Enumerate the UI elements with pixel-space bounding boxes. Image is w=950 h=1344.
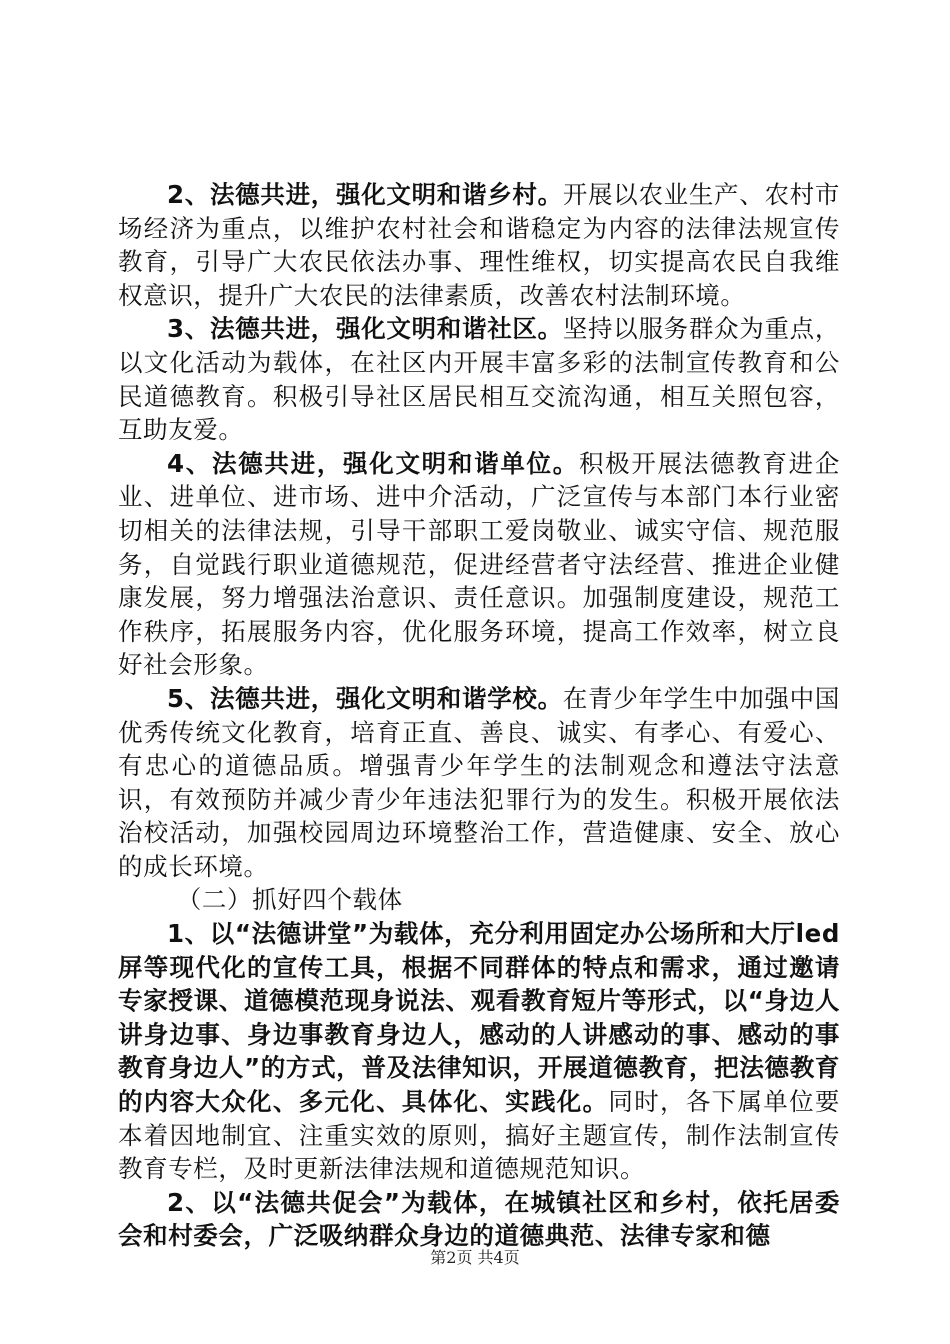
page-footer: 第2页 共4页 — [430, 1248, 520, 1267]
paragraph-lead: 1、以“法德讲堂”为载体，充分利用固定办公场所和大厅led屏等现代化的宣传工具，根据不同群体的特点和需求，通过邀请专家授课、道德模范现身说法、观看教育短片等形式，以“身边人讲身边事、身边事教育身边人，感动的人讲感动的事、感动的事教育身边人”的方式，普及法律知识，开展道德教育，把法德教育的内容大众化、多元化、具体化、实践化。 — [118, 919, 840, 1117]
paragraph-text: 坚持以服务群众为重点，以文化活动为载体，在社区内开展丰富多彩的法制宣传教育和公民道德教育。积极引导社区居民相互交流沟通，相互关照包容，互助友爱。 — [118, 314, 840, 445]
paragraph-lead: 5、法德共进，强化文明和谐学校。 — [167, 683, 563, 713]
paragraph-carrier-2: 2、以“法德共促会”为载体，在城镇社区和乡村，依托居委会和村委会，广泛吸纳群众身边的道德典范、法律专家和德 — [118, 1187, 840, 1251]
paragraph-lead: 3、法德共进，强化文明和谐社区。 — [167, 314, 563, 344]
paragraph-community — [118, 312, 840, 446]
paragraph-lead: 2、法德共进，强化文明和谐乡村。 — [167, 180, 563, 209]
paragraph-text: 在青少年学生中加强中国优秀传统文化教育，培育正直、善良、诚实、有孝心、有爱心、有忠心的道德品质。增强青少年学生的法制观念和遵法守法意识，有效预防并减少青少年违法犯罪行为的发生。积极开展依法治校活动，加强校园周边环境整治工作，营造健康、安全、放心的成长环境。 — [118, 683, 840, 881]
paragraph-unit — [118, 447, 840, 682]
paragraph-lead: 4、法德共进，强化文明和谐单位。 — [167, 448, 579, 478]
paragraph-text: 积极开展法德教育进企业、进单位、进市场、进中介活动，广泛宣传与本部门本行业密切相关的法律法规，引导干部职工爱岗敬业、诚实守信、规范服务，自觉践行职业道德规范，促进经营者守法经营、推进企业健康发展，努力增强法治意识、责任意识。加强制度建设，规范工作秩序，拓展服务内容，优化服务环境，提高工作效率，树立良好社会形象。 — [118, 448, 840, 680]
document-body — [118, 178, 840, 1253]
section-heading: （二）抓好四个载体 — [176, 885, 403, 915]
paragraph-school — [118, 682, 840, 884]
paragraph-carrier-1 — [118, 917, 840, 1186]
paragraph-rural — [118, 178, 840, 312]
paragraph-text: 开展以农业生产、农村市场经济为重点，以维护农村社会和谐稳定为内容的法律法规宣传教育，引导广大农民依法办事、理性维权，切实提高农民自我维权意识，提升广大农民的法律素质，改善农村法制环境。 — [118, 180, 840, 310]
paragraph-text: 同时，各下属单位要本着因地制宜、注重实效的原则，搞好主题宣传，制作法制宣传教育专栏，及时更新法律法规和道德规范知识。 — [118, 1087, 840, 1184]
